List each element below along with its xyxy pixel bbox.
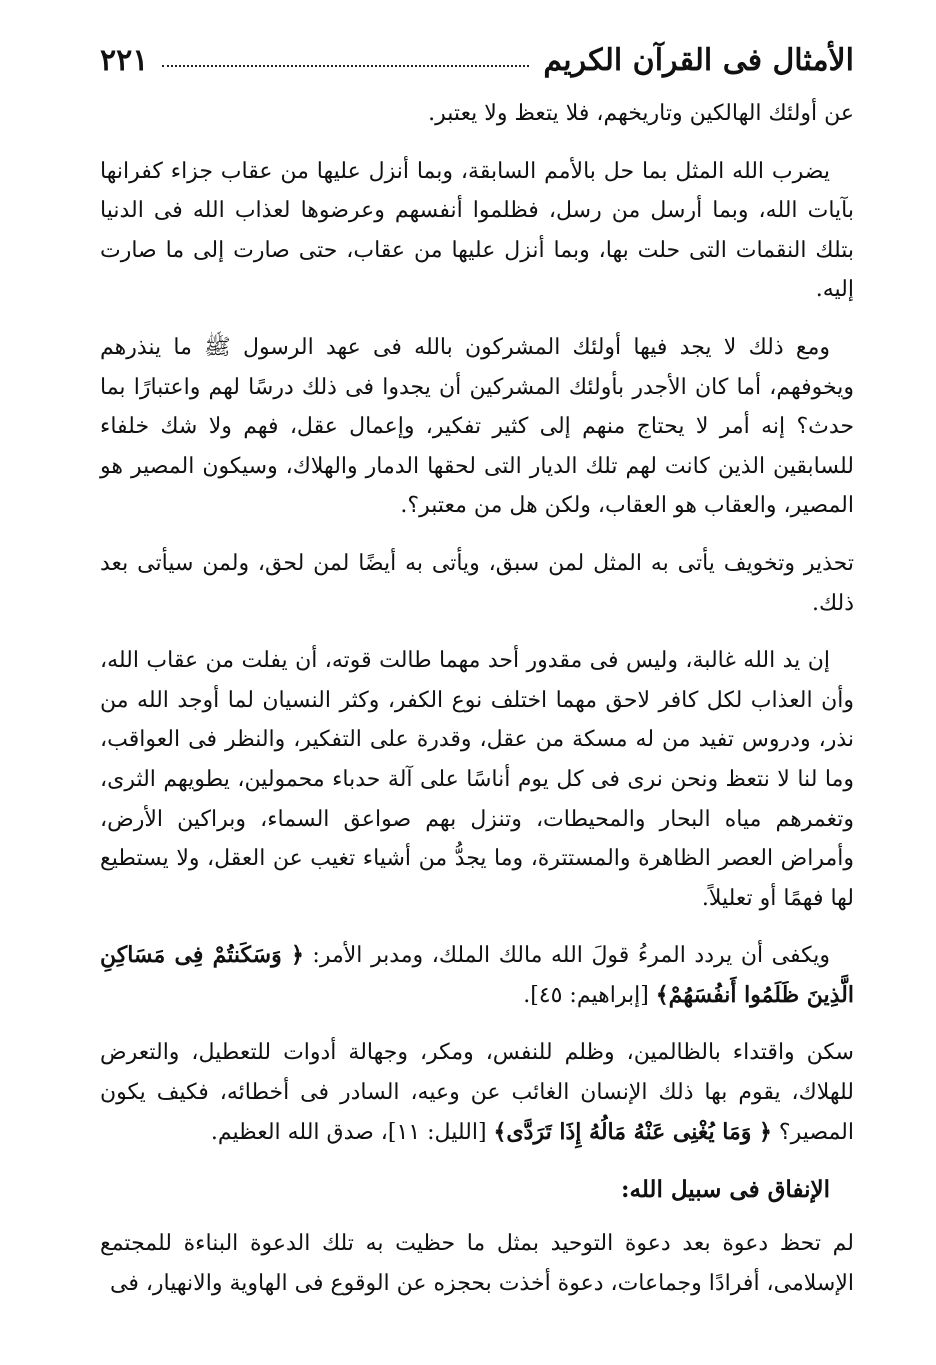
verse-intro-text: سكن واقتداء بالظالمين، وظلم للنفس، ومكر، وجهالة أدوات للتعطيل، والتعرض للهلاك، يقوم بها ذلك الإنسان الغائب عن وعيه، السادر فى أخطائه، فكيف يكون المصير؟ (100, 1040, 854, 1145)
running-title: الأمثال فى القرآن الكريم (543, 42, 854, 78)
paragraph: تحذير وتخويف يأتى به المثل لمن سبق، ويأتى به أيضًا لمن لحق، ولمن سيأتى بعد ذلك. (100, 550, 854, 616)
paragraph: يضرب الله المثل بما حل بالأمم السابقة، وبما أنزل عليها من عقاب جزاء كفرانها بآيات الله، وبما أرسل من رسل، فظلموا أنفسهم وعرضوها لعذاب الله فى الدنيا بتلك النقمات التى حلت بها، وبما أنزل عليها من عقاب، حتى صارت إلى ما صارت إليه. (100, 158, 854, 303)
paragraph-with-verse (100, 1033, 854, 1152)
paragraph: ومع ذلك لا يجد فيها أولئك المشركون بالله فى عهد الرسول ﷺ ما ينذرهم ويخوفهم، أما كان الأجدر بأولئك المشركين أن يجدوا فى ذلك درسًا لهم واعتبارًا بما حدث؟ إنه أمر لا يحتاج منهم إلى كثير تفكير، وإعمال عقل، فهم ولا شك خلفاء للسابقين الذين كانت لهم تلك الديار التى لحقها الدمار والهلاك، وسيكون المصير هو المصير، والعقاب هو العقاب، ولكن هل من معتبر؟. (100, 334, 854, 519)
running-header (100, 38, 854, 82)
quran-verse: ﴿ وَمَا يُغْنِى عَنْهُ مَالُهُ إِذَا تَرَدَّى﴾ (493, 1118, 772, 1145)
header-dot-leader (162, 65, 529, 67)
paragraph: إن يد الله غالبة، وليس فى مقدور أحد مهما طالت قوته، أن يفلت من عقاب الله، وأن العذاب لكل كافر لاحق مهما اختلف نوع الكفر، وكثر النسيان لما أوجد الله من نذر، ودروس تفيد من له مسكة من عقل، وقدرة على التفكير، والنظر فى العواقب، وما لنا لا نتعظ ونحن نرى فى كل يوم أناسًا على آلة حدباء محمولين، يطويهم الثرى، وتغمرهم مياه البحار والمحيطات، وتنزل بهم صواعق السماء، وبراكين الأرض، وأمراض العصر الظاهرة والمستترة، وما يجدُّ من أشياء تغيب عن العقل، ولا يستطيع لها فهمًا أو تعليلاً. (100, 648, 854, 911)
verse-citation: [الليل: ١١]، صدق الله العظيم. (210, 1119, 494, 1145)
page-number: ٢٢١ (100, 42, 149, 78)
section-heading: الإنفاق فى سبيل الله: (621, 1176, 830, 1204)
quran-verse: ﴿ وَسَكَنتُمْ فِى مَسَاكِنِ الَّذِينَ ظَلَمُوا أَنفُسَهُمْ﴾ (100, 942, 854, 1008)
paragraph-with-verse (100, 936, 854, 1015)
paragraph: لم تحظ دعوة بعد دعوة التوحيد بمثل ما حظيت به تلك الدعوة البناءة للمجتمع الإسلامى، أفرادًا وجماعات، دعوة أخذت بحجزه عن الوقوع فى الهاوية والانهيار، فى (100, 1231, 854, 1296)
verse-citation: [إبراهيم: ٤٥]. (523, 982, 656, 1008)
verse-intro-text: ويكفى أن يردد المرءُ قولَ الله مالك الملك، ومدبر الأمر: (303, 943, 830, 969)
paragraph-continuation: عن أولئك الهالكين وتاريخهم، فلا يتعظ ولا يعتبر. (428, 101, 854, 126)
body-text (100, 94, 854, 1321)
